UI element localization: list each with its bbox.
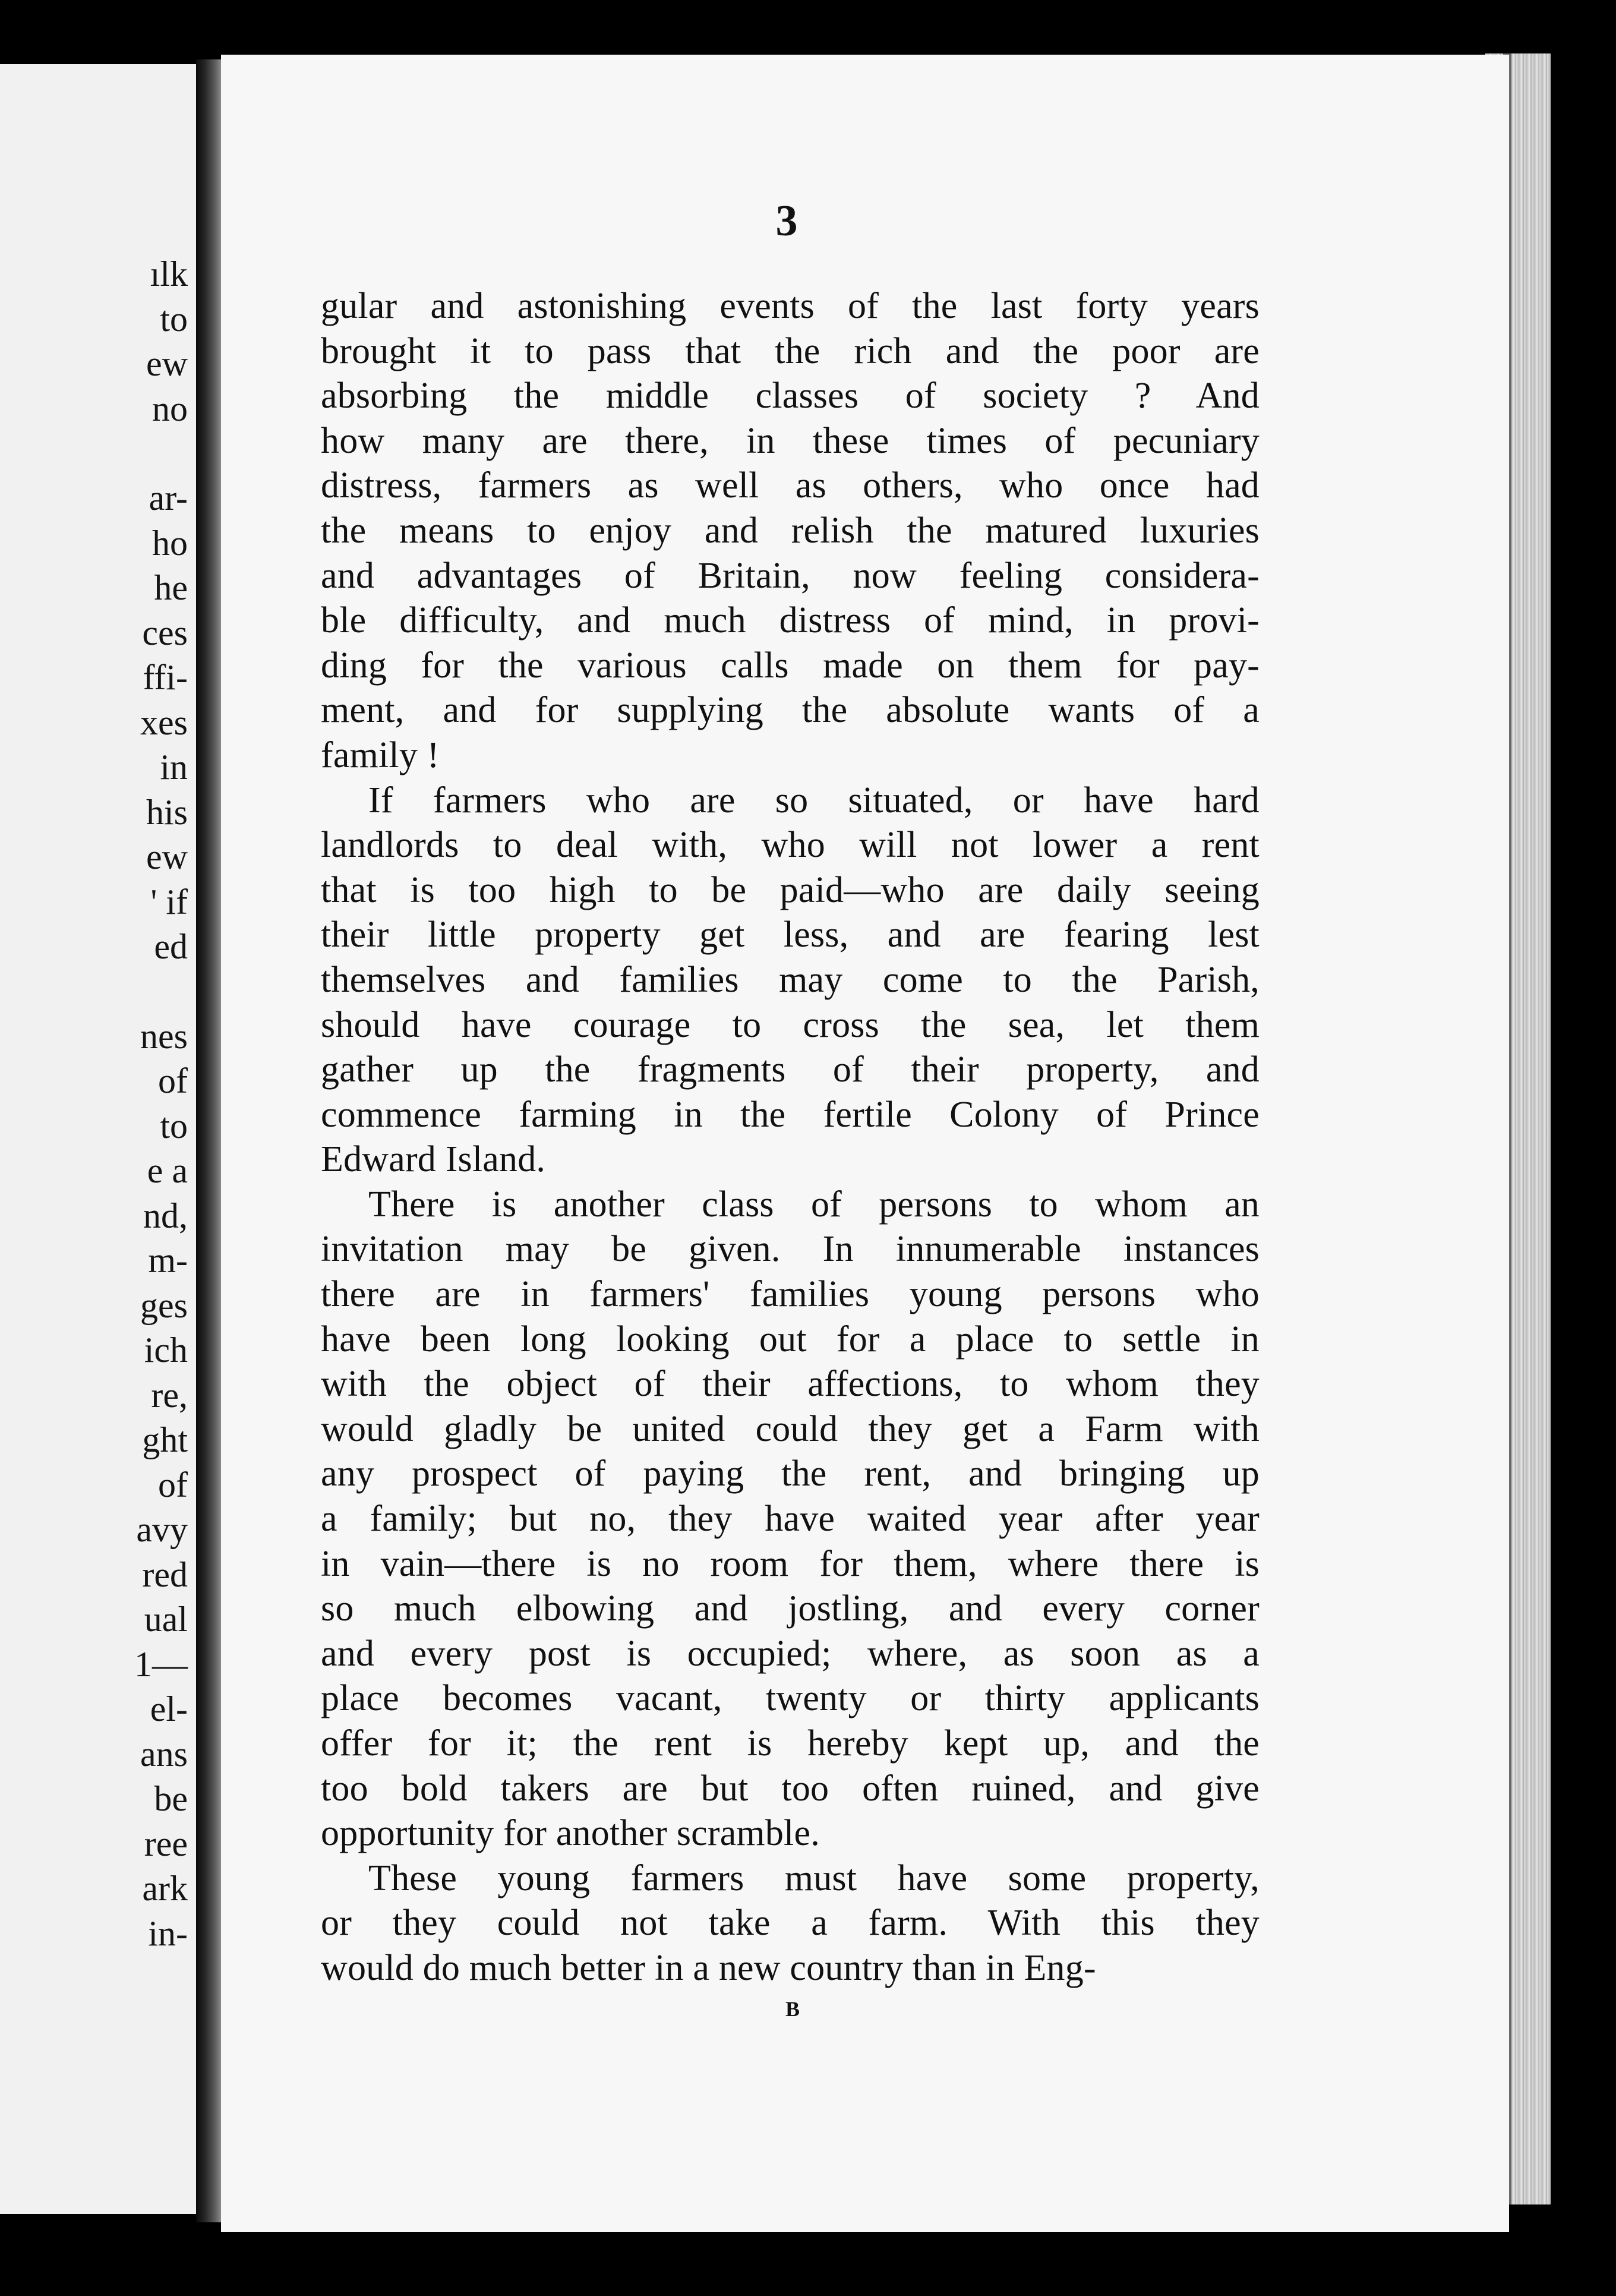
text-line: commence farming in the fertile Colony of Prince [321,1094,1260,1135]
previous-page-fragment: 1— [134,1644,188,1684]
signature-mark: B [785,1997,800,2021]
text-line: There is another class of persons to whom an [368,1184,1260,1225]
text-line: should have courage to cross the sea, let them [321,1004,1260,1045]
previous-page-fragment: ual [144,1600,188,1639]
text-line: opportunity for another scramble. [321,1813,820,1854]
fragment-gap [0,970,188,1014]
previous-page-fragment: xes [140,702,188,742]
text-line: how many are there, in these times of pecuniary [321,420,1260,461]
previous-page-fragment: ed [154,927,188,966]
paragraph [321,1856,1260,1991]
text-line: themselves and families may come to the Parish, [321,959,1260,1000]
previous-page-fragment: ho [152,523,188,563]
text-line: a family; but no, they have waited year after year [321,1499,1260,1540]
text-line: ment, and for supplying the absolute wants of a [321,690,1260,731]
text-line: invitation may be given. In innumerable instances [321,1229,1260,1270]
text-line: gather up the fragments of their property, and [321,1049,1260,1090]
previous-page-fragment: of [158,1465,188,1505]
previous-page-fragment: ar- [149,478,188,518]
text-line: family ! [321,734,440,775]
fragment-gap [0,431,188,476]
text-line: and every post is occupied; where, as soon as a [321,1633,1260,1674]
text-line: or they could not take a farm. With this they [321,1903,1260,1944]
previous-page [0,64,196,2214]
previous-page-text-fragments [0,252,188,1956]
previous-page-fragment: ' if [150,882,188,922]
text-line: These young farmers must have some property, [368,1857,1260,1898]
previous-page-fragment: of [158,1061,188,1100]
text-line: place becomes vacant, twenty or thirty applicants [321,1678,1260,1719]
previous-page-fragment: ich [144,1330,188,1370]
text-line: so much elbowing and jostling, and every corner [321,1588,1260,1629]
text-line: Edward Island. [321,1139,546,1180]
text-line: have been long looking out for a place to settle in [321,1319,1260,1360]
text-line: too bold takers are but too often ruined, and give [321,1768,1260,1809]
text-line: landlords to deal with, who will not lower a rent [321,825,1260,866]
previous-page-fragment: nes [140,1016,188,1056]
text-line: the means to enjoy and relish the matured luxuries [321,510,1260,551]
text-line: ding for the various calls made on them for pay- [321,645,1260,686]
paragraph [321,1182,1260,1856]
previous-page-fragment: his [146,792,188,832]
text-line: there are in farmers' families young persons who [321,1274,1260,1315]
previous-page-fragment: el- [150,1689,188,1729]
previous-page-fragment: ew [146,837,188,876]
text-line: would gladly be united could they get a Farm with [321,1408,1260,1449]
previous-page-fragment: m- [148,1241,188,1280]
previous-page-fragment: ans [140,1734,188,1774]
text-line: gular and astonishing events of the last forty years [321,286,1260,326]
previous-page-fragment: ark [142,1869,188,1908]
text-line: distress, farmers as well as others, who once had [321,465,1260,506]
previous-page-fragment: to [160,1106,188,1146]
previous-page-fragment: ew [146,344,188,383]
previous-page-fragment: ılk [150,254,188,294]
previous-page-fragment: nd, [143,1196,188,1235]
previous-page-fragment: ges [140,1285,188,1325]
page-number: 3 [775,197,798,245]
page-body-text [321,284,1260,1991]
previous-page-fragment: to [160,299,188,339]
paragraph [321,778,1260,1182]
text-line: any prospect of paying the rent, and bringing up [321,1453,1260,1494]
previous-page-fragment: no [152,389,188,428]
text-line: If farmers who are so situated, or have hard [368,780,1260,821]
text-line: in vain—there is no room for them, where there is [321,1543,1260,1584]
book-gutter [196,59,221,2222]
previous-page-fragment: ree [144,1824,188,1863]
text-line: brought it to pass that the rich and the poor are [321,330,1260,371]
text-line: with the object of their affections, to whom they [321,1364,1260,1405]
previous-page-fragment: in [160,748,188,787]
text-line: offer for it; the rent is hereby kept up, and the [321,1723,1260,1764]
previous-page-fragment: re, [151,1375,188,1415]
text-line: their little property get less, and are fearing lest [321,914,1260,955]
previous-page-fragment: be [154,1779,188,1818]
text-line: would do much better in a new country than in Eng- [321,1947,1096,1988]
previous-page-fragment: ffi- [143,658,188,697]
previous-page-fragment: red [142,1554,188,1594]
text-line: absorbing the middle classes of society ? And [321,376,1260,417]
text-line: ble difficulty, and much distress of mind, in provi- [321,600,1260,641]
text-line: that is too high to be paid—who are daily seeing [321,869,1260,910]
paragraph [321,284,1260,778]
previous-page-fragment: in- [148,1913,188,1953]
previous-page-fragment: avy [136,1510,188,1549]
previous-page-fragment: e a [147,1151,188,1190]
previous-page-fragment: ght [142,1420,188,1459]
previous-page-fragment: he [154,568,188,607]
text-line: and advantages of Britain, now feeling considera- [321,555,1260,596]
previous-page-fragment: ces [142,613,188,652]
